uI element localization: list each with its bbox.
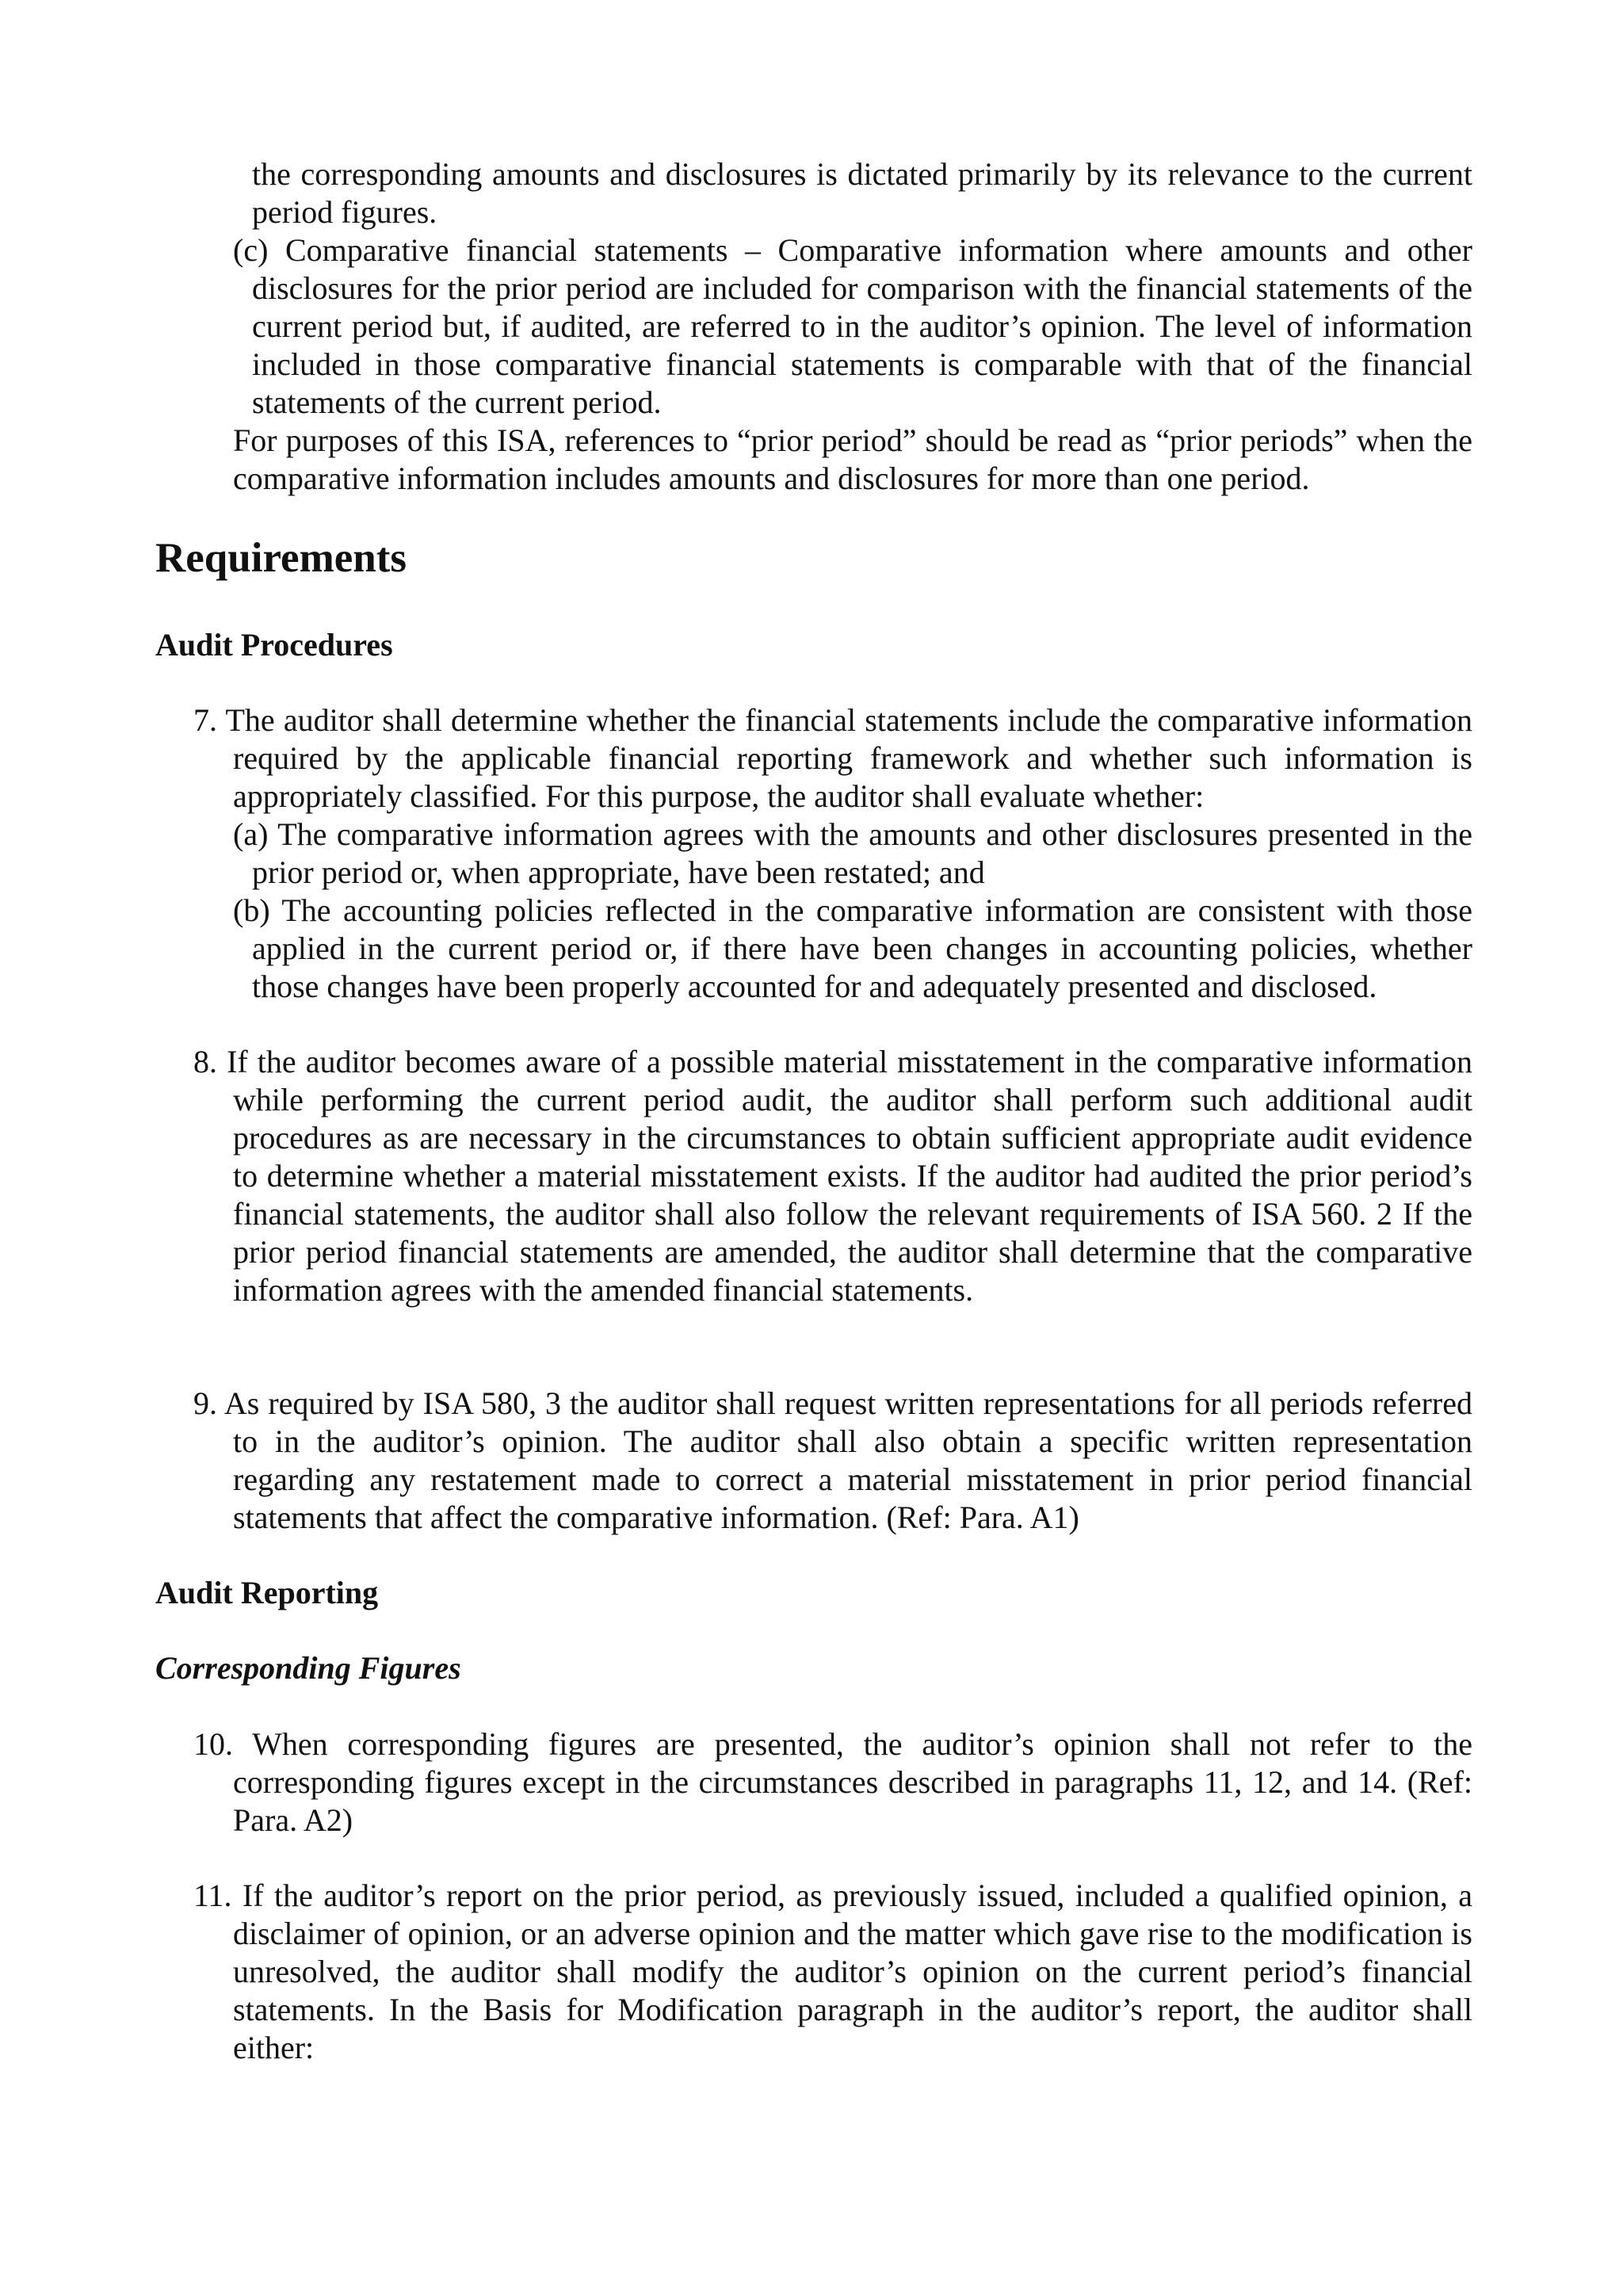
paragraph-11: 11. If the auditor’s report on the prior period, as previously issued, included a qualified opinion, a disclaimer of opinion, or an adverse opinion and the matter which gave rise to the modification is unresolved, the auditor shall modify the auditor’s opinion on the current period’s financial statements. In the Basis for Modification paragraph in the auditor’s report, the auditor shall either:	[193, 1878, 1472, 2065]
paragraph-9: 9. As required by ISA 580, 3 the auditor shall request written representations for all periods referred to in the auditor’s opinion. The auditor shall also obtain a specific written representation regarding any restatement made to correct a material misstatement in prior period financial statements that affect the comparative information. (Ref: Para. A1)	[193, 1385, 1472, 1535]
paragraph-8: 8. If the auditor becomes aware of a possible material misstatement in the comparative information while performing the current period audit, the auditor shall perform such additional audit procedures as are necessary in the circumstances to obtain sufficient appropriate audit evidence to determine whether a material misstatement exists. If the auditor had audited the prior period’s financial statements, the auditor shall also follow the relevant requirements of ISA 560. 2 If the prior period financial statements are amended, the auditor shall determine that the comparative information agrees with the amended financial statements.	[193, 1044, 1472, 1308]
paragraph-7b: (b) The accounting policies reflected in the comparative information are consistent with those applied in the current period or, if there have been changes in accounting policies, whether those changes have been properly accounted for and adequately presented and disclosed.	[233, 892, 1472, 1004]
audit-reporting-heading: Audit Reporting	[155, 1575, 379, 1610]
corresponding-figures-subheading: Corresponding Figures	[155, 1650, 461, 1686]
paragraph-7a: (a) The comparative information agrees with the amounts and other disclosures presented in the prior period or, when appropriate, have been restated; and	[233, 816, 1472, 890]
definition-item-c: (c) Comparative financial statements – Comparative information where amounts and other disclosures for the prior period are included for comparison with the financial statements of the current period but, if audited, are referred to in the auditor’s opinion. The level of information included in those comparative financial statements is comparable with that of the financial statements of the current period.	[233, 232, 1472, 420]
paragraph-10: 10. When corresponding figures are presented, the auditor’s opinion shall not refer to the corresponding figures except in the circumstances described in paragraphs 11, 12, and 14. (Ref: Para. A2)	[193, 1726, 1472, 1838]
purposes-paragraph: For purposes of this ISA, references to “prior period” should be read as “prior periods” when the comparative information includes amounts and disclosures for more than one period.	[233, 422, 1472, 496]
requirements-heading: Requirements	[155, 535, 407, 581]
audit-procedures-heading: Audit Procedures	[155, 627, 393, 663]
continuation-paragraph: the corresponding amounts and disclosures is dictated primarily by its relevance to the current period figures.	[252, 156, 1472, 230]
paragraph-7: 7. The auditor shall determine whether the financial statements include the comparative information required by the applicable financial reporting framework and whether such information is appropriately classified. For this purpose, the auditor shall evaluate whether:	[193, 702, 1472, 814]
